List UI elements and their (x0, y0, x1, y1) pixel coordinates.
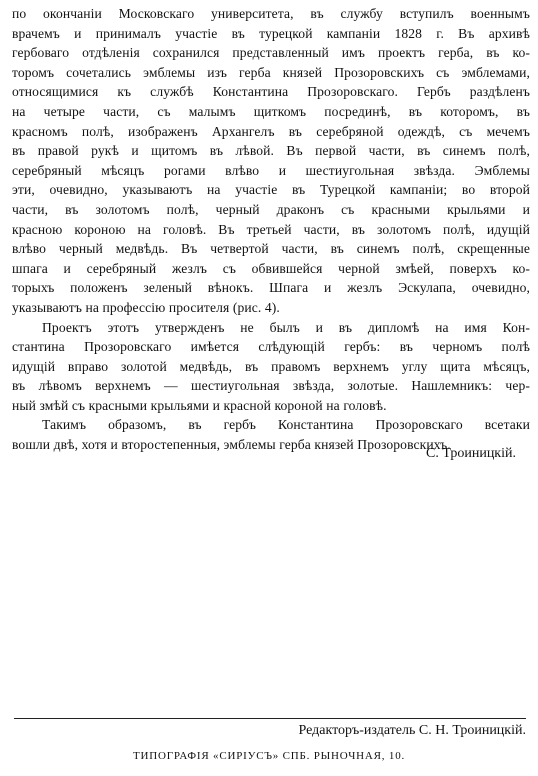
text-line: идущій вправо золотой медвѣдь, въ правомъ верхнемъ углу щита мѣсяцъ, (12, 358, 530, 374)
text-line: части, въ золотомъ полѣ, черный драконъ съ красными крыльями и (12, 201, 530, 217)
text-line: гербоваго отдѣленія сохранился представленный имъ проектъ герба, въ ко- (12, 45, 530, 61)
author-signature: С. Троиницкій. (425, 446, 516, 461)
text-line: врачемъ и принималъ участіе въ турецкой кампаніи 1828 г. Въ архивѣ (12, 25, 530, 41)
text-line: эти, очевидно, указываютъ на участіе въ Турецкой кампаніи; во второй (12, 182, 530, 198)
text-line: Проектъ этотъ утвержденъ не былъ и въ дипломѣ на имя Кон- (42, 319, 530, 335)
text-line: относящимися къ службѣ Константина Прозоровскаго. Гербъ раздѣленъ (12, 84, 530, 100)
text-line: въ правой рукѣ и щитомъ въ лѣвой. Въ первой части, въ синемъ полѣ, (12, 143, 530, 159)
text-line: торомъ сочетались эмблемы изъ герба князей Прозоровскихъ съ эмблемами, (12, 64, 530, 80)
text-line: торыхъ положенъ зеленый вѣнокъ. Шпага и жезлъ Эскулапа, очевидно, (12, 280, 530, 296)
text-line: въ лѣвомъ верхнемъ — шестиугольная звѣзда, золотые. Нашлемникъ: чер- (12, 378, 530, 394)
text-line: влѣво черный медвѣдь. Въ четвертой части, въ синемъ полѣ, скрещенные (12, 241, 530, 257)
text-line: красною короною на головѣ. Въ третьей части, въ золотомъ полѣ, идущій (12, 221, 530, 237)
text-line: стантина Прозоровскаго имѣется слѣдующій гербъ: въ черномъ полѣ (12, 339, 530, 355)
text-line: красномъ полѣ, изображенъ Архангелъ въ серебряной одеждѣ, съ мечемъ (12, 123, 530, 139)
text-line: шпага и серебряный жезлъ съ обвившейся черной змѣей, поверхъ ко- (12, 260, 530, 276)
text-line: указываютъ на профессію просителя (рис. 4). (12, 299, 280, 315)
body-text (12, 4, 530, 455)
text-line: ный змѣй съ красными крыльями и красной короной на головѣ. (12, 397, 387, 413)
text-line: на четыре части, съ малымъ щиткомъ посрединѣ, въ которомъ, въ (12, 103, 530, 119)
text-line: серебряный мѣсяцъ рогами влѣво и шестиугольная звѣзда. Эмблемы (12, 162, 530, 178)
editor-line: Редакторъ-издатель С. Н. Троиницкій. (298, 723, 526, 738)
text-line: Такимъ образомъ, въ гербъ Константина Прозоровскаго всетаки (42, 417, 530, 433)
text-line: по окончаніи Московскаго университета, въ службу вступилъ военнымъ (12, 6, 530, 21)
printer-line: ТИПОГРАФІЯ «СИРІУСЪ» СПБ. РЫНОЧНАЯ, 10. (132, 750, 406, 762)
footer-divider (14, 718, 526, 719)
text-line: вошли двѣ, хотя и второстепенныя, эмблемы герба князей Прозоровскихъ. (12, 437, 451, 453)
